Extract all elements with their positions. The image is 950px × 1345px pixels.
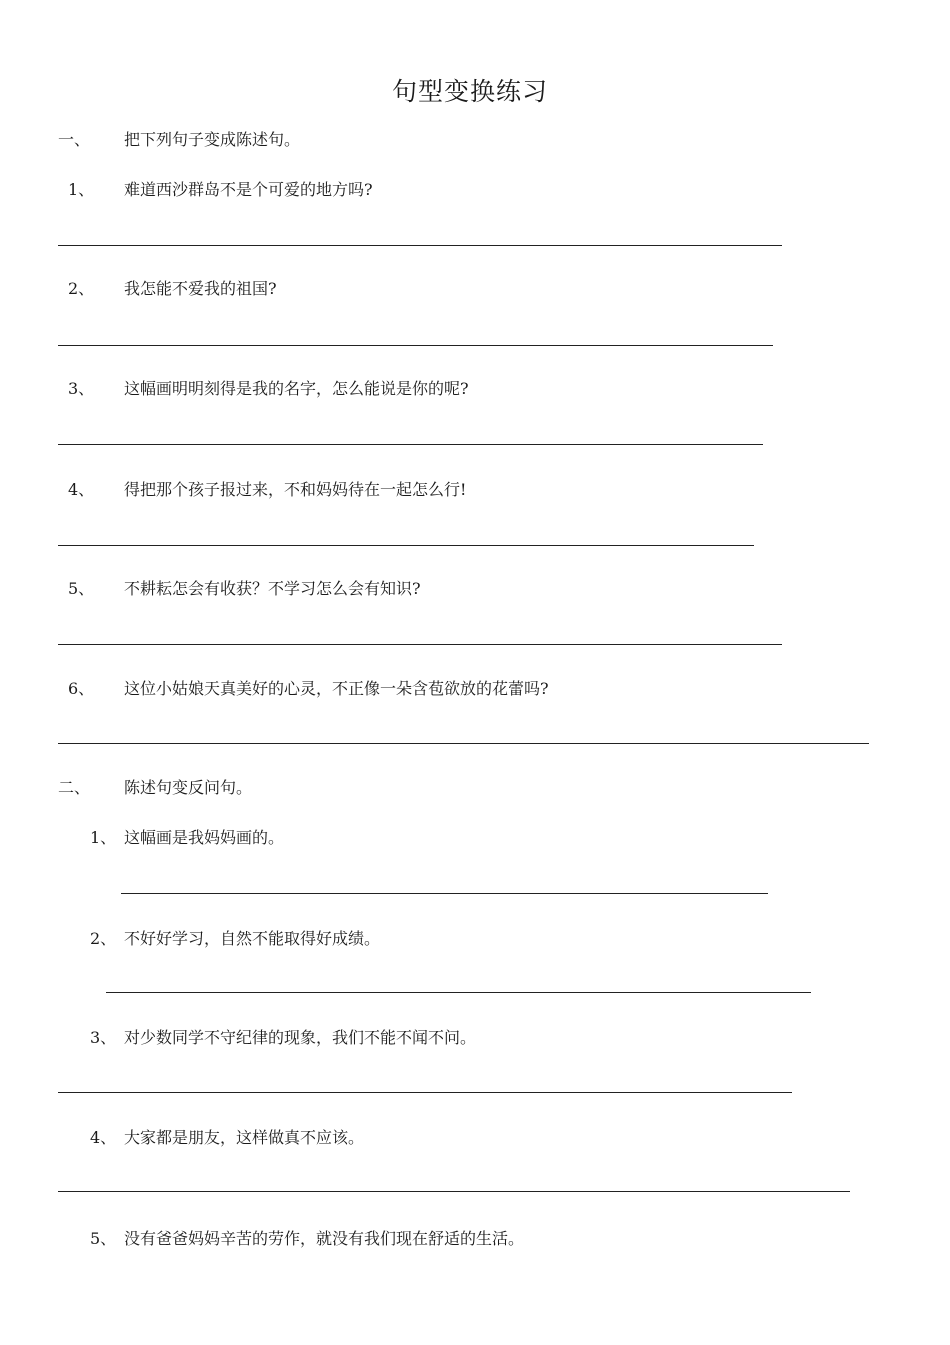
- answer-line[interactable]: [58, 1092, 792, 1093]
- page-title: 句型变换练习: [391, 77, 548, 106]
- s2-item-4-number: 4、: [90, 1128, 117, 1147]
- s1-item-5-number: 5、: [68, 579, 95, 598]
- answer-line[interactable]: [58, 743, 869, 744]
- s2-item-4-text: 大家都是朋友，这样做真不应该。: [124, 1128, 365, 1147]
- s1-item-6-number: 6、: [68, 679, 95, 698]
- s1-item-5-text: 不耕耘怎会有收获？不学习怎么会有知识?: [124, 579, 421, 598]
- section-2-heading: 陈述句变反问句。: [124, 778, 253, 797]
- answer-line[interactable]: [58, 345, 773, 346]
- s1-item-2-text: 我怎能不爱我的祖国?: [124, 279, 277, 298]
- answer-line[interactable]: [121, 893, 768, 894]
- s1-item-3-text: 这幅画明明刻得是我的名字，怎么能说是你的呢?: [124, 379, 469, 398]
- s2-item-5-text: 没有爸爸妈妈辛苦的劳作，就没有我们现在舒适的生活。: [124, 1229, 525, 1248]
- s2-item-1-text: 这幅画是我妈妈画的。: [124, 828, 285, 847]
- answer-line[interactable]: [58, 644, 782, 645]
- answer-line[interactable]: [58, 1191, 850, 1192]
- s2-item-3-number: 3、: [90, 1028, 117, 1047]
- s1-item-4-text: 得把那个孩子报过来，不和妈妈待在一起怎么行!: [124, 480, 467, 499]
- s1-item-4-number: 4、: [68, 480, 95, 499]
- s1-item-6-text: 这位小姑娘天真美好的心灵，不正像一朵含苞欲放的花蕾吗?: [124, 679, 549, 698]
- section-1-number: 一、: [58, 130, 91, 149]
- s1-item-1-text: 难道西沙群岛不是个可爱的地方吗?: [124, 180, 373, 199]
- answer-line[interactable]: [58, 245, 782, 246]
- s1-item-3-number: 3、: [68, 379, 95, 398]
- answer-line[interactable]: [106, 992, 811, 993]
- s2-item-3-text: 对少数同学不守纪律的现象，我们不能不闻不问。: [124, 1028, 477, 1047]
- s2-item-1-number: 1、: [90, 828, 117, 847]
- s2-item-2-number: 2、: [90, 929, 117, 948]
- answer-line[interactable]: [58, 444, 763, 445]
- section-1-heading: 把下列句子变成陈述句。: [124, 130, 301, 149]
- s1-item-2-number: 2、: [68, 279, 95, 298]
- section-2-number: 二、: [58, 778, 91, 797]
- s2-item-5-number: 5、: [90, 1229, 117, 1248]
- s2-item-2-text: 不好好学习，自然不能取得好成绩。: [124, 929, 381, 948]
- s1-item-1-number: 1、: [68, 180, 95, 199]
- answer-line[interactable]: [58, 545, 754, 546]
